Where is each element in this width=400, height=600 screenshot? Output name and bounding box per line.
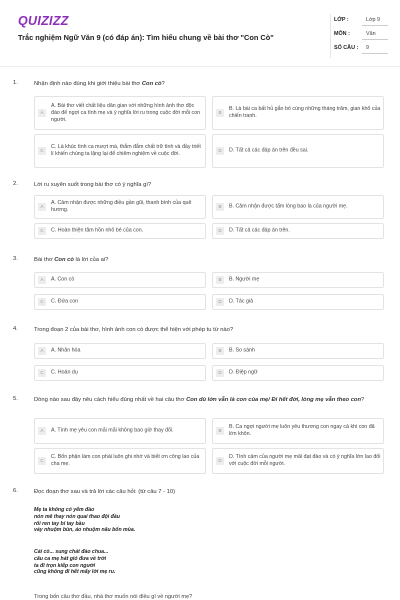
option-b[interactable]: B B. Là bài ca bất hủ gắn bó cùng những tháng trăm, gian khổ của chiến tranh. xyxy=(212,96,384,130)
option-b[interactable]: B B. Cảm nhận được tấm lòng bao la của người mẹ. xyxy=(212,195,384,219)
option-c[interactable]: C C. Là khúc tình ca mượt mà, thắm đắm chất trữ tình và đầy triết lí khiến chúng ta lặng lại để chiêm nghiệm về cuộc đời. xyxy=(34,134,206,168)
option-a[interactable]: A A. Bài thơ viết chất liệu dân gian với những hình ảnh thơ độc đáo để ngợi ca tình mẹ và ý nghĩa lời ru trong cuộc đời mỗi con người. xyxy=(34,96,206,130)
quizizz-logo: QUIZIZZ xyxy=(18,14,69,28)
option-d[interactable]: D D. Tất cả các đáp án trên đều sai. xyxy=(212,134,384,168)
question-text: Trong đoạn 2 của bài thơ, hình ảnh con cò được thể hiện với phép tu từ nào? xyxy=(34,327,234,333)
option-b[interactable]: B B. So sánh xyxy=(212,343,384,359)
option-c[interactable]: C C. Bổn phận làm con phải luôn ghi nhớ và biết ơn công lao của cha mẹ. xyxy=(34,448,206,474)
question-text: Bài thơ Con cò là lời của ai? xyxy=(34,257,109,263)
poem-stanza-2: Cái cò... sung chát đào chua... câu ca mẹ hát gió đưa về trời ta đi trọn kiếp con người cũng không đi hết mấy lời mẹ ru. xyxy=(34,549,116,576)
option-d[interactable]: D D. Tất cả các đáp án trên. xyxy=(212,223,384,239)
page-title: Trắc nghiệm Ngữ Văn 9 (có đáp án): Tìm hiểu chung về bài thơ "Con Cò" xyxy=(18,33,274,42)
option-a[interactable]: A A. Con cò xyxy=(34,272,206,288)
option-a[interactable]: A A. Tình mẹ yêu con mãi mãi không bao giờ thay đổi. xyxy=(34,418,206,444)
option-c[interactable]: C C. Hoàn thiện tâm hồn nhỏ bé của con. xyxy=(34,223,206,239)
header-divider xyxy=(0,66,400,67)
meta-divider xyxy=(330,14,331,58)
meta-subject: MÔN : Văn xyxy=(332,28,390,42)
option-d[interactable]: D D. Tác giả xyxy=(212,294,384,310)
question-text: Lời ru xuyên suốt trong bài thơ có ý nghĩa gì? xyxy=(34,182,152,188)
option-a[interactable]: A A. Nhân hóa xyxy=(34,343,206,359)
option-d[interactable]: D D. Tình cảm của người mẹ mãi đạt đào và có ý nghĩa lớn lao đối với cuộc đời mỗi người. xyxy=(212,448,384,474)
trailing-question: Trong bốn câu thơ đầu, nhà thơ muốn nói điều gì về người mẹ? xyxy=(34,594,193,600)
option-b[interactable]: B B. Ca ngợi người mẹ luôn yêu thương con ngay cả khi con đã lớn khôn. xyxy=(212,418,384,444)
option-d[interactable]: D D. Điệp ngữ xyxy=(212,365,384,381)
meta-count: SỐ CÂU : 9 xyxy=(332,42,390,56)
option-a[interactable]: A A. Cảm nhận được những điều gần gũi, thanh bình của quê hương. xyxy=(34,195,206,219)
question-text: Đọc đoạn thơ sau và trả lời các câu hỏi: (từ câu 7 - 10) xyxy=(34,489,176,495)
question-text: Dòng nào sau đây nêu cách hiểu đúng nhất về hai câu thơ Con dù lớn vẫn là con của mẹ/ Đi hết đời, lòng mẹ vẫn theo con? xyxy=(34,397,365,403)
option-b[interactable]: B B. Người mẹ xyxy=(212,272,384,288)
question-text: Nhận định nào đúng khi giới thiệu bài thơ Con cò? xyxy=(34,81,165,87)
meta-panel xyxy=(332,14,390,56)
poem-stanza-1: Mẹ ta không có yếm đào nón mê thay nón quai thao đội đầu rối ren tay bí tay bầu váy nhuộm bùn, áo nhuộm nâu bốn mùa. xyxy=(34,507,136,534)
option-c[interactable]: C C. Hoán dụ xyxy=(34,365,206,381)
option-c[interactable]: C C. Đứa con xyxy=(34,294,206,310)
document-header xyxy=(0,0,400,66)
meta-class: LỚP : Lớp 9 xyxy=(332,14,390,28)
